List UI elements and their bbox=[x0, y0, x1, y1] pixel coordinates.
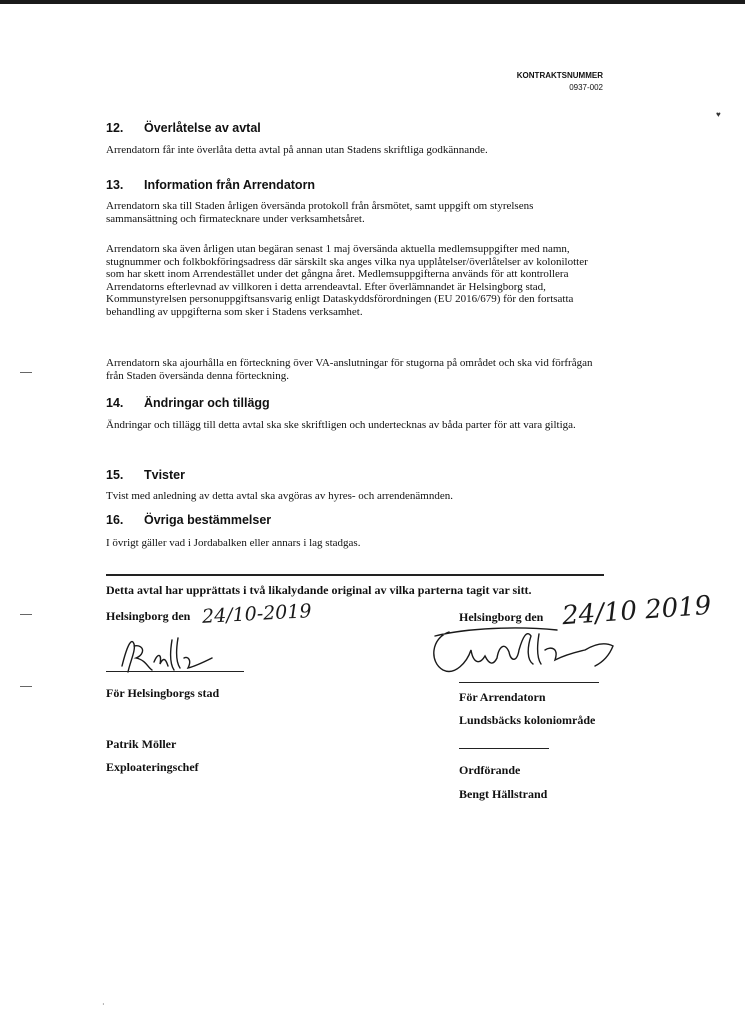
left-signature-line bbox=[106, 671, 244, 672]
right-title-line bbox=[459, 748, 549, 749]
section-13-paragraph-1: Arrendatorn ska till Staden årligen översända protokoll från årsmötet, samt uppgift om styrelsens sammansättning och firmatecknare under verksamhetsåret. bbox=[106, 200, 534, 225]
right-organization: Lundsbäcks koloniområde bbox=[459, 713, 596, 727]
closing-statement: Detta avtal har upprättats i två likalydande original av vilka parterna tagit var sitt. bbox=[106, 583, 532, 597]
section-13-paragraph-3: Arrendatorn ska ajourhålla en förteckning över VA-anslutningar för stugorna på området och ska vid förfrågan från Staden översända denna förteckning. bbox=[106, 357, 593, 382]
contract-number-block bbox=[517, 70, 603, 94]
section-16-heading bbox=[106, 513, 271, 527]
section-title: Tvister bbox=[144, 468, 185, 482]
margin-tick bbox=[20, 614, 32, 615]
scan-dot: · bbox=[102, 1000, 105, 1009]
left-place-date-label: Helsingborg den bbox=[106, 609, 191, 623]
right-party: För Arrendatorn bbox=[459, 690, 546, 704]
right-signature bbox=[427, 622, 632, 682]
contract-number-label: KONTRAKTSNUMMER bbox=[516, 71, 603, 80]
section-16-paragraph-1: I övrigt gäller vad i Jordabalken eller annars i lag stadgas. bbox=[106, 537, 361, 549]
right-place-date-label: Helsingborg den bbox=[459, 610, 544, 624]
left-signer-name: Patrik Möller bbox=[106, 737, 177, 751]
right-handwritten-date: 24/10 2019 bbox=[561, 590, 713, 632]
scan-top-edge bbox=[0, 0, 745, 4]
right-signer-name: Bengt Hällstrand bbox=[459, 787, 548, 801]
left-party: För Helsingborgs stad bbox=[106, 686, 220, 700]
contract-number: 0937-002 bbox=[569, 83, 603, 92]
left-handwritten-date: 24/10-2019 bbox=[201, 600, 313, 628]
section-12-paragraph-1: Arrendatorn får inte överlåta detta avtal på annan utan Stadens skriftliga godkännande. bbox=[106, 144, 488, 156]
margin-tick bbox=[20, 686, 32, 687]
section-14-heading bbox=[106, 396, 270, 410]
right-signature-line bbox=[459, 682, 599, 683]
section-12-heading bbox=[106, 121, 261, 135]
section-13-heading bbox=[106, 178, 315, 192]
scan-mark-icon: ♥ bbox=[716, 110, 721, 119]
section-number: 13. bbox=[106, 178, 124, 192]
margin-tick bbox=[20, 372, 32, 373]
section-number: 15. bbox=[106, 468, 124, 482]
section-number: 12. bbox=[106, 121, 124, 135]
section-title: Information från Arrendatorn bbox=[144, 178, 316, 192]
section-15-paragraph-1: Tvist med anledning av detta avtal ska avgöras av hyres- och arrendenämnden. bbox=[106, 490, 453, 502]
right-signer-title: Ordförande bbox=[459, 763, 521, 777]
section-title: Överlåtelse av avtal bbox=[144, 121, 261, 135]
section-title: Ändringar och tillägg bbox=[144, 396, 270, 410]
section-15-heading bbox=[106, 468, 185, 482]
section-14-paragraph-1: Ändringar och tillägg till detta avtal ska ske skriftligen och undertecknas av båda parter för att vara giltiga. bbox=[106, 419, 576, 431]
section-number: 16. bbox=[106, 513, 124, 527]
section-title: Övriga bestämmelser bbox=[144, 513, 272, 527]
section-13-paragraph-2: Arrendatorn ska även årligen utan begäran senast 1 maj översända aktuella medlemsuppgifter med namn, stugnummer och folkbokföringsadress där särskilt ska anges vilka nya upplåtelser/överlåtelser av kolonilotter som har skett inom Arrendestället under det gångna året. Medlemsuppgifterna används för att kontrollera Arrendatorns efterlevnad av villkoren i detta arrendeavtal. Efter överlämnandet är Helsingborg stad, Kommunstyrelsen personuppgiftsansvarig enligt Dataskyddsförordningen (EU 2016/679) för den fortsatta behandling av uppgifterna som sker i Stadens verksamhet. bbox=[106, 243, 588, 318]
left-signer-title: Exploateringschef bbox=[106, 760, 199, 774]
signature-divider bbox=[106, 574, 604, 576]
section-number: 14. bbox=[106, 396, 124, 410]
